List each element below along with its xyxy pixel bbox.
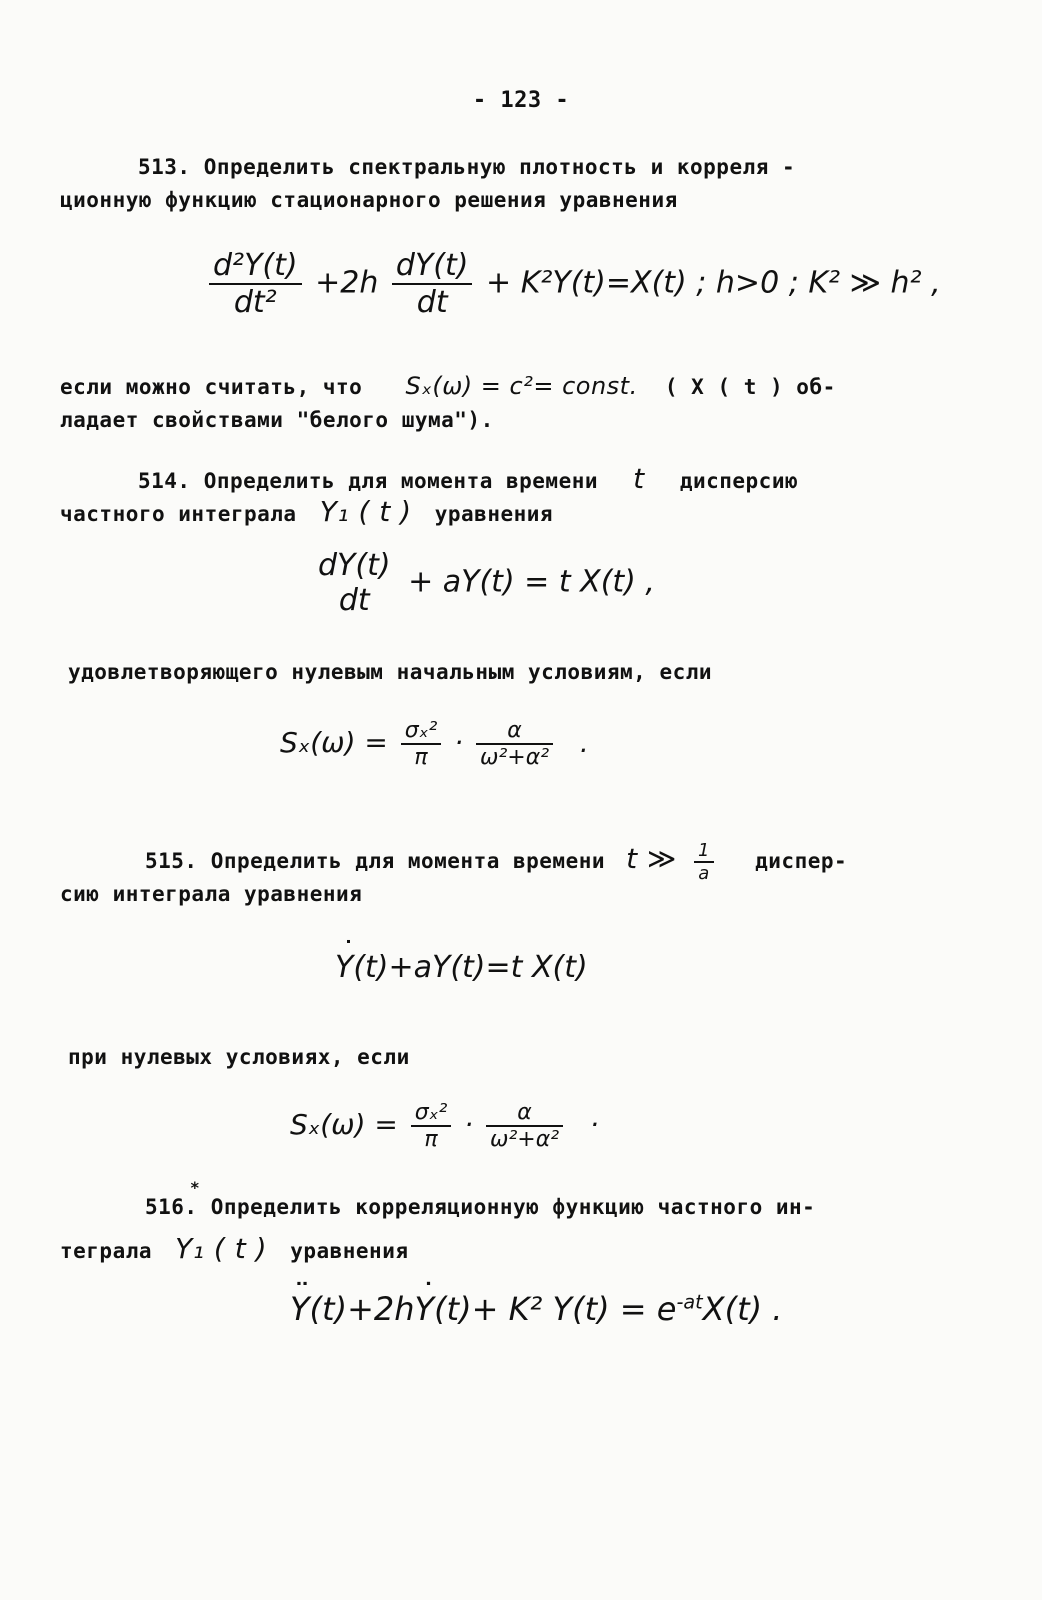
spectral-density-constant: Sₓ(ω) = c²= const. (405, 372, 638, 400)
fraction-numerator: α (507, 718, 522, 743)
fraction-numerator: σₓ² (414, 1100, 448, 1125)
second-derivative-y: ¨ Y (290, 1290, 310, 1328)
equation-term: (t)+2h (309, 1290, 415, 1328)
problem-515-line2: сию интеграла уравнения (60, 882, 363, 906)
fraction-variance-over-pi (411, 1100, 452, 1152)
equation-end: · (589, 1108, 599, 1141)
fraction-first-derivative (392, 248, 473, 320)
problem-text-end: диспер- (755, 849, 848, 873)
condition-t-much-greater: t ≫ (626, 842, 677, 875)
variable-t: t (633, 462, 645, 495)
fraction-variance-over-pi (401, 718, 442, 770)
problem-text-end: уравнения (434, 502, 554, 526)
multiply-dot: · (454, 726, 464, 759)
fraction-numerator: α (517, 1100, 532, 1125)
problem-513-condition-line1 (60, 372, 836, 400)
equation-516 (290, 1290, 782, 1328)
equation-body: ˙ Y(t)+aY(t)=t X(t) (335, 950, 588, 985)
fraction-alpha (486, 1100, 563, 1152)
equation-515 (335, 950, 588, 985)
page-number: - 123 - (472, 88, 570, 113)
equation-term: (t)+ K² Y(t) = e (434, 1290, 677, 1328)
problem-513-line2: ционную функцию стационарного решения уравнения (60, 188, 678, 212)
equation-rest: + K²Y(t)=X(t) ; h>0 ; K² ≫ h² , (486, 265, 941, 301)
spectral-lhs: Sₓ(ω) = (280, 726, 388, 759)
fraction-denominator: dt (392, 283, 473, 320)
problem-513-condition-line2: ладает свойствами "белого шума"). (60, 408, 494, 432)
fraction-derivative (314, 548, 395, 618)
fraction-denominator: dt (338, 583, 370, 618)
spectral-lhs: Sₓ(ω) = (290, 1108, 398, 1141)
condition-text: если можно считать, что (60, 375, 363, 399)
problem-text: 515. Определить для момента времени (145, 849, 606, 873)
exponent: -at (676, 1290, 703, 1314)
equation-513 (205, 248, 941, 320)
fraction-denominator: a (694, 861, 714, 884)
problem-515-condition: при нулевых условиях, если (68, 1045, 410, 1069)
asterisk-mark: * (190, 1178, 201, 1197)
fraction-numerator: dY(t) (318, 548, 391, 583)
condition-text-end: ( X ( t ) об- (664, 375, 836, 399)
fraction-denominator: π (411, 1125, 452, 1152)
first-derivative-y: ˙ Y (415, 1290, 435, 1328)
integral-y1: Y₁ ( t ) (175, 1232, 268, 1265)
problem-text: 514. Определить для момента времени (138, 469, 599, 493)
equation-end: X(t) . (702, 1290, 783, 1328)
integral-y1: Y₁ ( t ) (319, 495, 412, 528)
problem-514-condition: удовлетворяющего нулевым начальным условиям, если (68, 660, 713, 684)
problem-514-line2 (60, 495, 553, 528)
problem-text-end: дисперсию (679, 469, 799, 493)
fraction-denominator: ω²+α² (486, 1125, 563, 1152)
fraction-denominator: π (401, 743, 442, 770)
problem-514-line1 (138, 462, 798, 495)
fraction-numerator: σₓ² (404, 718, 438, 743)
problem-516-line1: 516. Определить корреляционную функцию частного ин- (145, 1195, 816, 1219)
problem-text: теграла (60, 1239, 153, 1263)
fraction-one-over-a (694, 840, 714, 884)
fraction-numerator: 1 (698, 840, 710, 861)
equation-end: . (579, 726, 589, 759)
problem-513-line1: 513. Определить спектральную плотность и корреля - (138, 155, 796, 179)
fraction-numerator: d²Y(t) (213, 248, 298, 283)
spectral-density-514 (280, 718, 589, 770)
fraction-second-derivative (209, 248, 302, 320)
fraction-numerator: dY(t) (395, 248, 469, 283)
fraction-denominator: dt² (209, 283, 302, 320)
fraction-denominator: ω²+α² (476, 743, 553, 770)
problem-text-end: уравнения (290, 1239, 409, 1263)
equation-514 (310, 548, 655, 618)
problem-515-line1 (145, 840, 847, 884)
fraction-alpha (476, 718, 553, 770)
equation-term: +2h (315, 265, 379, 301)
problem-text: частного интеграла (60, 502, 297, 526)
equation-rest: + aY(t) = t X(t) , (408, 564, 655, 600)
spectral-density-515 (290, 1100, 599, 1152)
problem-516-line2 (60, 1232, 408, 1265)
multiply-dot: · (464, 1108, 474, 1141)
